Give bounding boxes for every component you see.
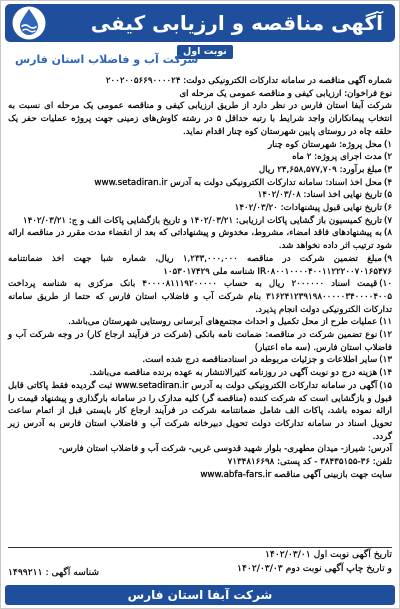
round-badge: نوبت اول: [177, 45, 233, 59]
ad-identifier: شناسه آگهی : ۱۴۹۹۲۱۱: [8, 567, 100, 578]
list-item: [8, 278, 392, 316]
item-number: ۱۰): [379, 279, 393, 290]
list-item: [8, 253, 392, 278]
list-item: [8, 202, 392, 215]
list-item: [8, 316, 392, 329]
item-text: نوع تضمین شرکت در مناقصه: ضمانت نامه بانکی (شرکت در فرآیند ارجاع کار) در وجه شرکت آب و فاضلاب استان فارس. (سه ماه اعتبار): [8, 330, 392, 353]
item-number: ۴): [383, 177, 392, 188]
list-item: [8, 329, 392, 354]
notice-number-line: [8, 75, 392, 88]
contact-website: سایت جهت بازبینی آگهی مناقصه www.abfa-fars.ir: [200, 469, 392, 480]
company-logo-text: شرکت آب و فاضلاب استان فارس: [15, 53, 199, 66]
item-text: به پیشنهادهای فاقد امضاء، مشروط، مخدوش و پیشنهاداتی که بعد از انقضاء مدت مقرر در مناقصه ارائه شود ترتیب اثر داده نخواهد شد.: [8, 228, 392, 252]
call-type-line: [8, 88, 392, 101]
item-number: ۷): [383, 215, 392, 226]
list-item: [8, 354, 392, 367]
publication-dates: [8, 547, 392, 583]
item-text: مبلغ تضمین شرکت در مناقصه ۱,۲۳۳,۰۰۰,۰۰۰ ریال، شماره شبا جهت اخذ ضمانتنامه IR۰۸۰۰۱۰۰۰۰۴۰۰۱۱۲۲۲۰۰۷۰۱۶۵۴۷۶ شناسه ملی ۱۰۵۳۰۱۷۴۲۹: [8, 253, 392, 277]
list-item: [8, 164, 392, 177]
item-number: ۳): [383, 164, 392, 175]
call-type-label: نوع فراخوان:: [344, 88, 392, 99]
notice-number-label: شماره آگهی مناقصه در سامانه تدارکات الکترونیکی دولت:: [183, 76, 392, 86]
item-number: ۱): [383, 139, 392, 150]
list-item: [8, 227, 392, 252]
item-text: سایر اطلاعات و جزئیات مربوطه در اسنادمناقصه درج شده است.: [142, 355, 378, 366]
list-item: [8, 215, 392, 228]
notice-body: [1, 74, 399, 547]
subheader: [1, 42, 399, 74]
first-publication-date: تاریخ آگهی نوبت اول ۱۴۰۲/۰۳/۰۱: [264, 549, 392, 560]
item-text: تاریخ نهایی اخذ اسناد: ۱۴۰۲/۰۳/۰۸: [257, 190, 382, 201]
item-text: محل اخذ اسناد: سامانه تدارکات الکترونیکی دولت به آدرس www.setadiran.ir: [94, 177, 382, 188]
item-text: محل پروژه: شهرستان کوه چنار: [267, 139, 382, 150]
item-number: ۱۱): [379, 317, 392, 328]
item-text: هزینه درج دو نوبت آگهی در روزنامه کثیرالانتشار به عهده برنده مناقصه می‌باشد.: [89, 368, 378, 379]
notice-number: ۲۰۰۲۰۰۵۶۶۹۰۰۰۰۲۴: [105, 76, 181, 86]
item-number: ۱۴): [379, 368, 392, 379]
notice-title: آگهی مناقصه و ارزیابی کیفی: [90, 11, 383, 35]
list-item: [8, 189, 392, 202]
item-text: مدت اجرای پروژه: ۲ ماه: [292, 152, 382, 163]
list-item: [8, 151, 392, 164]
contact-phone: تلفن: ۳۶-۳۸۴۳۵۱۵۵ - کد پستی: ۷۱۳۴۸۱۶۶۹۸: [227, 457, 392, 468]
item-text: عملیات طرح از محل تکمیل و احداث مجتمع‌های آبرسانی روستایی شهرستان می‌باشد.: [68, 317, 378, 328]
item-number: ۹): [383, 253, 392, 264]
item-number: ۱۲): [379, 330, 392, 341]
item-number: ۱۵): [379, 380, 392, 391]
title-banner: [5, 4, 395, 42]
item-number: ۱۳): [379, 355, 392, 366]
call-type: ارزیابی کیفی و مناقصه عمومی یک مرحله ای: [179, 88, 342, 99]
second-publication-date: و تاریخ چاپ آگهی نوبت دوم ۱۴۰۲/۰۳/۰۳: [237, 563, 392, 574]
list-item: [8, 139, 392, 152]
item-text: قیمت اسناد ۲۰۰۰۰۰۰ ریال به حساب ۴۰۰۰۰۸۱۱۱۹۲۰۰۰۰۰ بانک مرکزی به شناسه پرداخت ۳۱۶۲۴۱۲۳۹۱۹۸۰۰۰۰۰۳۴۰۰۰۰۴۰۰۵ بنام شرکت آب و فاضلاب استان فارس که حتما از طریق سامانه تدارکات الکترونیکی دولت انجام پذیرد.: [8, 279, 392, 315]
item-number: ۸): [383, 228, 392, 239]
item-text: مبلغ برآورد: ۲۴,۶۵۸,۵۷۷,۷۰۹ ریال: [258, 164, 382, 175]
list-item: [8, 367, 392, 380]
list-item: [8, 380, 392, 444]
item-text: آگهی در سامانه تدارکات الکترونیکی دولت به آدرس www.setadiran.ir ثبت گردیده فقط پاکاتی قابل قبول و بازگشایی است که شرکت کننده (مناقصه گر) کلیه مدارک را در سامانه بارگذاری و پیشنهاد قیمت را ارائه نموده باشد، پاکات الف شامل ضمانتنامه شرکت در فرآیند ارجاع کار بایستی قبل از اتمام ساعت تحویل اسناد در سامانه تدارکات دولت تحویل دبیرخانه شرکت آب و فاضلاب استان فارس به آدرس زیر گردد.: [8, 380, 392, 442]
water-drop-logo-icon: [11, 5, 47, 41]
item-number: ۲): [383, 152, 392, 163]
list-item: [8, 177, 392, 190]
item-number: ۵): [383, 190, 392, 201]
company-footer-bar: شرکت آبفا استان فارس: [5, 585, 395, 605]
item-number: ۶): [383, 203, 392, 214]
contact-address: آدرس: شیراز- میدان مطهری- بلوار شهید قدوسی غربی- شرکت آب و فاضلاب استان فارس-: [58, 444, 392, 455]
item-text: تاریخ نهایی قبول پیشنهادات: ۱۴۰۲/۰۳/۲۰: [234, 203, 382, 214]
notice-description: شرکت آبفا استان فارس در نظر دارد از طریق ارزیابی کیفی و مناقصه عمومی یک مرحله ای نسبت به انتخاب پیمانکاران واجد شرایط با رتبه حداقل ۵ در رشته کاوش‌های زمینی جهت پروژه عملیات حفر یک حلقه چاه در روستای پایین شهرستان کوه چنار اقدام نماید.: [8, 101, 392, 137]
item-text: تاریخ کمیسیون باز گشایی پاکات ارزیابی: ۱۴۰۲/۰۳/۲۱ و تاریخ بازگشایی پاکات الف و ج: ۱۴۰۲/۰۳/۲۱: [22, 215, 382, 226]
